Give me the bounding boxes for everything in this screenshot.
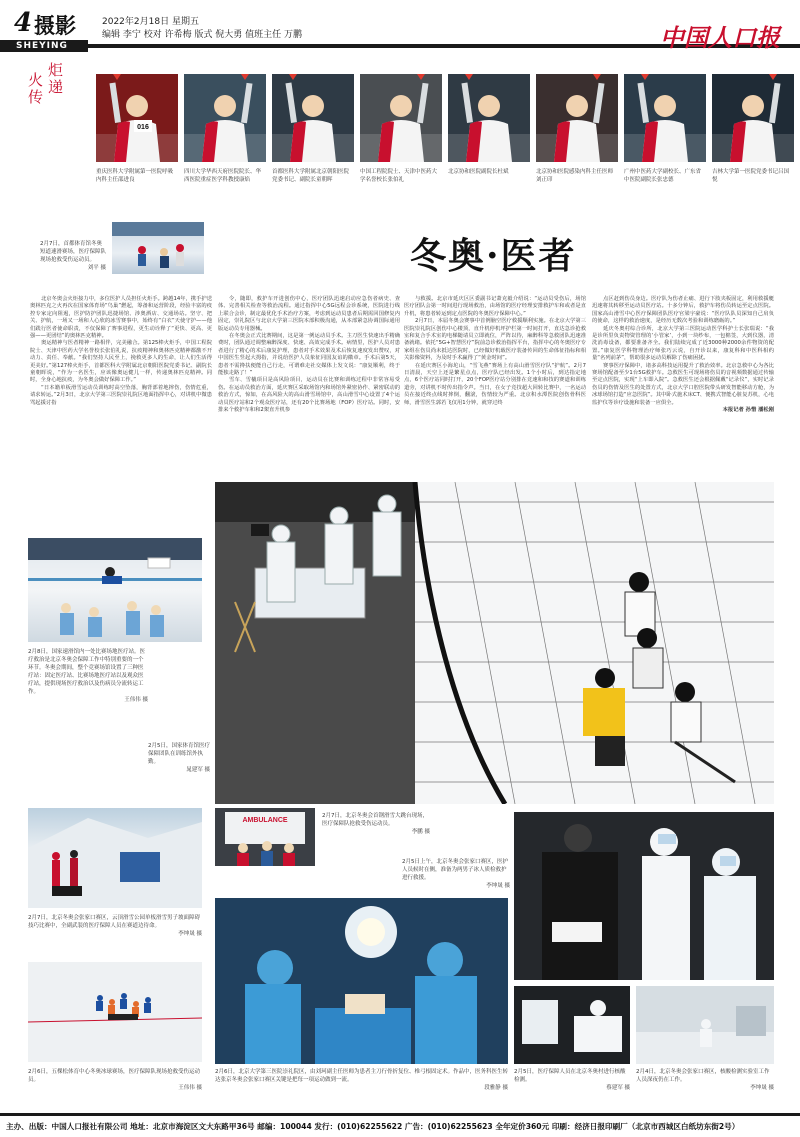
lab-photo <box>636 986 774 1064</box>
torch-bearer-photo <box>712 74 794 162</box>
caption-dialog: 2月5日上午，北京冬奥会张家口赛区，医护人员候时在侧，准备为两男子冰人质检救护进行救援。 李坤晟 摄 <box>402 859 510 889</box>
torch-bearer-photo <box>448 74 530 162</box>
torch-bearer-photo <box>624 74 706 162</box>
torch-bearer-photo <box>184 74 266 162</box>
ambulance-image <box>215 808 315 866</box>
masthead-logo: 中国人口报 <box>660 23 780 52</box>
torch-bearer-caption: 中国工程院院士、天津中医药大学名誉校长张伯礼 <box>360 169 438 183</box>
torch-bearer-caption: 北京协和医院感染内科主任医师刘正印 <box>536 169 614 183</box>
snow-park-image <box>28 808 202 908</box>
torch-bearer-photo <box>360 74 442 162</box>
torch-bearer-image <box>272 74 354 162</box>
caption-gym-duty: 2月5日，国家体育馆医疗保障团队在训练馆外执勤。 晁建军 摄 <box>148 743 210 773</box>
torch-bearer-caption: 四川大学华西天府医院院长、华西医院重症医学科教授康焰 <box>184 169 262 183</box>
ambulance-photo <box>215 808 315 866</box>
ice-hockey-rescue-photo <box>28 962 202 1062</box>
surgery-image <box>215 898 508 1064</box>
speed-skating-medical-photo <box>28 538 202 642</box>
covid-test-photo <box>514 986 630 1064</box>
article-column-3: 与救援。北京市延庆区区委副书记萧克毅介绍说：“运动员受伤后，场馆医疗团队会第一时间进行现场救治，由场馆的医疗经理安排救护车和或者是直升机，将患者转运到定点医院的冬奥医疗保障中心。” 2月7日，本届冬奥会赛事中首例脑空医疗救援顺利实施。在北京大学第三医院崇礼院区创伤中心楼顶，直升机停机坪护栏第一时间打开，直达急诊抢救室和复合手术室的电梯随请员立即就位，严阵以待，麻醉科等急救团队迅速准备就绪。依托“5G+智慧医疗”院前急诊救治指挥平台，指挥中心的冬奥医疗专家组在伤员尚未抵达医院时，已经做好机载医疗装备传回的生命体征指标和相关影像资料，为及时手术赢得了“黄金时间”。 在延庆赛区小海坨山，“雪飞燕”赛场上有高山滑雪医疗队“护航”。2月7日清晨，天空上还是繁星点点，医疗队已经出发。1个小时后，到达指定地点，6个医疗站同时打开，20个FOP医疗站分别排在竞速和和技的赛道和训练道旁，对讲机不时传出指令声。当日，在女子竞技超大回转比赛中，一名运动员在接近终点线时摔倒，翻滚，伤情较为严重。北京积水潭医院创伤骨科医师，滑雪医生郭若飞仅用1分钟，就穿过终 <box>404 296 586 406</box>
section-title: 摄影 <box>34 14 76 38</box>
torch-bearer-image <box>448 74 530 162</box>
caption-surgery: 2月6日，北京大学第三医院崇礼院区，由刘珂副主任医师为患者主刀行骨折复位、椎弓根固定术。作品中，医务科医生转达张京冬奥会张家口赛区关键是把每一项运动做到一流。 段雅静 摄 <box>215 1069 509 1091</box>
photo-gap <box>215 868 315 870</box>
torch-bearer-caption: 首都医科大学附属北京朝阳医院党委书记、副院长童朝晖 <box>272 169 350 183</box>
skating-rescue-photo <box>112 222 204 274</box>
hockey-medics-photo <box>215 482 774 804</box>
skating-rescue-image <box>112 222 204 274</box>
issue-date: 2022年2月18日 星期五 <box>102 17 199 27</box>
caption-speed-skating: 2月8日，国家速滑馆内一处比赛场地医疗站。医疗救治是北京冬奥会保障工作中特别重要的一个环节。冬奥会期间，整个竞赛场馆设置了三种医疗站：固定医疗站、比赛场地医疗站以及观众医疗站，提供现场医疗救治以及伤病员分流转运工作。 王伟伟 摄 <box>28 649 148 703</box>
lab-image <box>636 986 774 1064</box>
bib-number: 016 <box>137 124 149 131</box>
svg-text:AMBULANCE: AMBULANCE <box>242 817 288 824</box>
article-column-1: 北京冬奥会火炬接力中，多位医护人员担任火炬手。跨越14年，携手护送奥林匹克之火再次在国家体育场“鸟巢”燃起，筹备和运营阶段，经验丰富的疫控专家定向阻遏，医护防护团队迅捷场馆、涉奥酒店、交通场站。坚守、把关、护航，一场又一场和人心欣的冰雪赛事中，始终有“白衣”天使守护——他们践行医者使命职责，不仅保障了赛事进程，更生动诠释了“更快、更高、更强——更团结”的奥林匹克精神。 奥运精神与医者精神一路相伴，完美融合。第125棒火炬手，中国工程院院士、天津中医药大学名誉校长张伯礼说，抗疫精神和奥林匹克精神都激不开动力、责任、奉献。“我们坚持人民至上，挽救更多人的生命，让人们生活得更美好。”第127棒火炬手，首都医科大学附属北京朝阳医院党委书记、副院长童朝晖说，“作为一名医生，应该像奥运健儿一样，传递奥林匹克精神。同时，全身心地抗疫，为冬奥会做好保障工作。” “日本籍单板滑雪运动员训练时高空坠落，胸背部着地摔伤，伤情危重，请求转运。”2月3日，北京大学第三医院崇礼院区地面指挥中心，对讲机中微患骂起援讨指 <box>30 296 212 406</box>
staff-credits: 编辑 李宁 校对 许希梅 版式 倪大勇 值班主任 万鹏 <box>102 30 303 40</box>
publisher-footer: 主办、出版：中国人口报社有限公司 地址：北京市海淀区文大东路甲36号 邮编：100044 发行：(010)62255622 广告：(010)62255623 全年定价360元 印刷：经济日报印刷厂（北京市西城区白纸坊东街2号） <box>0 1113 800 1137</box>
article-column-4: 点区赶到伤员身边。医疗队为伤者止痛、进行下肢夹板固定，利用救援艇迅速将其转移至运动员医疗站。十多分钟后，救护车将伤员转运至定点医院。国家高山滑雪中心医疗保障团队医疗官梁宇豪说：“医疗队队员深知自己肩负的使命，这样的救治速度，是经历无数次考验和训练磨砺的。” 延庆冬奥村综合诊所，北京大学第三医院运动医学科护士长张瑞说：“我是诊所里负责物资管理的‘小管家’，小到一块纱布，一包棉签，大到仪器，清洗消毒设备，都要准备齐全。我们陆续完成了近3000种2000余件物资的配置。”康复医学科物理治疗师张巧云说，自开诊以来，康复科和中医科相约量“名列前茅”，帮助很多运动员解除了伤痛困扰。 赛事医疗保障中，诸多高科技运用提升了救治效率。北京急救中心为各比赛场馆配备至少1台5G救护车。急救医生可现场将伤员的音视频数据通过传输至定点医院，实现“上车即入院”。急救医生还会根据佩戴“记录仪”，实时记录伤员的伤情及医生的处置方式，北京大学口腔医院带头研发智能移动方舱，为冰球场馆打造“应急医院”。其中卧式施术床CT、便携式智能心脏复苏机，心电监护仪等诊疗设施和装备一应俱全。 本报记者 孙惜 潘松刚 <box>592 296 774 414</box>
caption-ambulance: 2月7日，北京冬奥会首钢滑雪大跳台现场，医疗保障队抢救受伤运动员。 李鹏 摄 <box>322 813 430 835</box>
torch-bearer-photo <box>272 74 354 162</box>
caption-ice-hockey: 2月6日，五棵松体育中心冬奥冰球赛场，医疗保障队现场抢救受伤运动员。 王伟伟 摄 <box>28 1069 202 1091</box>
medics-in-ppe-photo <box>514 812 774 980</box>
ice-hockey-rescue-image <box>28 962 202 1062</box>
torch-bearer-caption: 吉林大学第一医院党委书记吕国悦 <box>712 169 790 183</box>
caption-snow-park: 2月7日，北京冬奥会张家口赛区，云顶滑雪公园单板滑雪男子坡面障碍技巧比赛中，全副武装的医疗保障人员在赛道边待命。 李坤晟 摄 <box>28 915 202 937</box>
hockey-medics-image <box>215 482 774 804</box>
torch-bearer-caption: 广州中医药大学副校长、广东省中医院副院长张忠德 <box>624 169 702 183</box>
torch-bearer-image <box>184 74 266 162</box>
covid-test-image <box>514 986 630 1064</box>
caption-lab: 2月4日，北京冬奥会张家口赛区，核酸检测实验室工作人员深夜仍在工作。 李坤晟 摄 <box>636 1069 774 1091</box>
torch-bearer-image <box>624 74 706 162</box>
speed-skating-image <box>28 538 202 642</box>
torch-bearer-image <box>712 74 794 162</box>
torch-bearer-image <box>536 74 618 162</box>
torch-bearer-caption: 重庆医科大学附属第一医院呼吸内科主任邵进良 <box>96 169 174 183</box>
medics-in-ppe-image <box>514 812 774 980</box>
article-column-2: 令，随即，救护车开进创伤中心，医疗团队迅速启动应急伤者病史、查体、完善相关检查等救治流程。通过指挥中心5G远程会诊系统，医院进行线上联合会诊，制定最优化手术治疗方案，考虑到运动员患者后期需回国修复内固定，崇礼院区与北京大学第三医院本部积极沟通，从本部紧急协调国际通用版运动员专用器械。 在冬奥会正式比赛期间，这是第一例运动员手术。主刀医生快速出手精确费时，团队通过调整麻醉深度、快速、高效完成手术。病情里，医护人员对患者进行了精心的术后康复护理，患者对手术效果及术后恢复速度发出赞叹，对中国医生竖起大拇指，并说给医护人员象征同国友谊的徽章。手术后第5天，患者不需搀扶便能自己行走，可谓难走社交媒体上发文说：“康复顺利，终于能独走路了！” 雪车、雪橇项目是高风险项目，运动员在比赛和训练过程中非常容易受伤。在运动员救治方面，延庆赛区采取场馆内和场馆外紧密协作、紧密联动的救治方式，惊如，在高风险大的高山滑雪场馆中，高山滑雪中心设置了4个运动员医疗站和2个观众医疗站，还有20个比赛场地（FOP）医疗站。同时，安排来个救护车和和2架直升机参 <box>218 296 400 414</box>
section-en-label: SHEYING <box>0 40 88 52</box>
torch-bearer-caption: 北京协和医院副院长杜斌 <box>448 169 509 175</box>
snow-park-photo <box>28 808 202 908</box>
article-byline: 本报记者 孙惜 潘松刚 <box>722 407 774 414</box>
page-number: 4 <box>14 8 33 38</box>
torch-bearer-image <box>96 74 178 162</box>
torch-label-b: 炬递 <box>48 61 64 96</box>
torch-bearer-image <box>360 74 442 162</box>
torch-bearer-photo <box>536 74 618 162</box>
caption-covid-test: 2月5日，医疗保障人员在北京冬奥村进行核酸检测。 蔡建军 摄 <box>514 1069 630 1091</box>
surgery-photo <box>215 898 508 1064</box>
torch-label-a: 火传 <box>28 71 44 106</box>
torch-bearer-photo <box>96 74 178 162</box>
caption-skating: 2月7日，首都体育馆冬奥短道速滑赛场，医疗保障队现场抢救受伤运动员。 刘平 摄 <box>40 241 107 271</box>
feature-title: 冬奥·医者 <box>410 235 577 277</box>
